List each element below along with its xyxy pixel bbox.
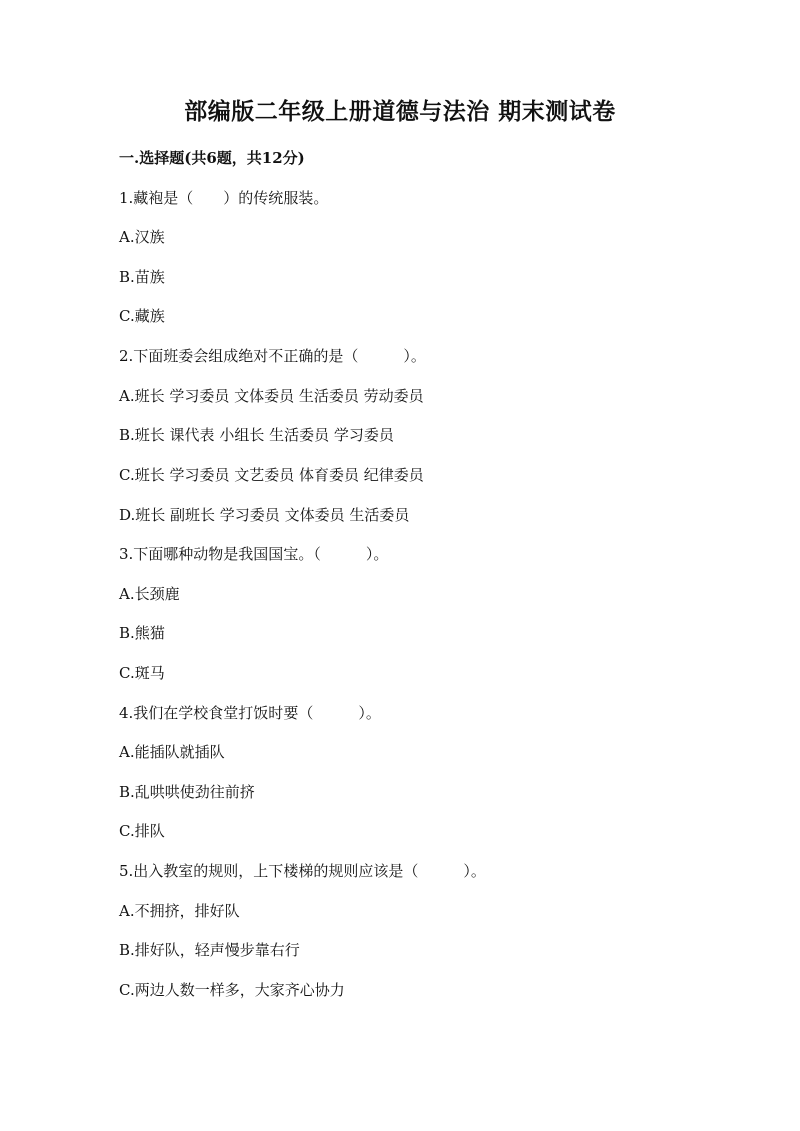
question-4-option-c: C.排队: [119, 822, 165, 840]
question-4-option-a: A.能插队就插队: [119, 743, 225, 761]
question-1-option-c: C.藏族: [119, 307, 165, 325]
question-2-option-d: D.班长 副班长 学习委员 文体委员 生活委员: [119, 506, 410, 524]
question-5-stem: 5.出入教室的规则，上下楼梯的规则应该是（ ）。: [119, 862, 486, 880]
question-5-option-b: B.排好队，轻声慢步靠右行: [119, 941, 300, 959]
page-title: 部编版二年级上册道德与法治 期末测试卷: [184, 98, 616, 125]
question-3-option-b: B.熊猫: [119, 624, 165, 642]
question-2-stem: 2.下面班委会组成绝对不正确的是（ ）。: [119, 347, 426, 365]
question-3-option-c: C.斑马: [119, 664, 165, 682]
question-1-option-a: A.汉族: [119, 228, 165, 246]
question-5-option-a: A.不拥挤，排好队: [119, 902, 240, 920]
question-2-option-a: A.班长 学习委员 文体委员 生活委员 劳动委员: [119, 387, 424, 405]
question-1-option-b: B.苗族: [119, 268, 165, 286]
section-heading: 一.选择题(共6题，共12分): [119, 149, 305, 167]
question-3-option-a: A.长颈鹿: [119, 585, 180, 603]
question-1-stem: 1.藏袍是（ ）的传统服装。: [119, 189, 329, 207]
question-2-option-b: B.班长 课代表 小组长 生活委员 学习委员: [119, 426, 394, 444]
question-4-option-b: B.乱哄哄使劲往前挤: [119, 783, 255, 801]
question-5-option-c: C.两边人数一样多，大家齐心协力: [119, 981, 345, 999]
question-2-option-c: C.班长 学习委员 文艺委员 体育委员 纪律委员: [119, 466, 424, 484]
question-3-stem: 3.下面哪种动物是我国国宝。（ ）。: [119, 545, 389, 563]
question-4-stem: 4.我们在学校食堂打饭时要（ ）。: [119, 704, 381, 722]
